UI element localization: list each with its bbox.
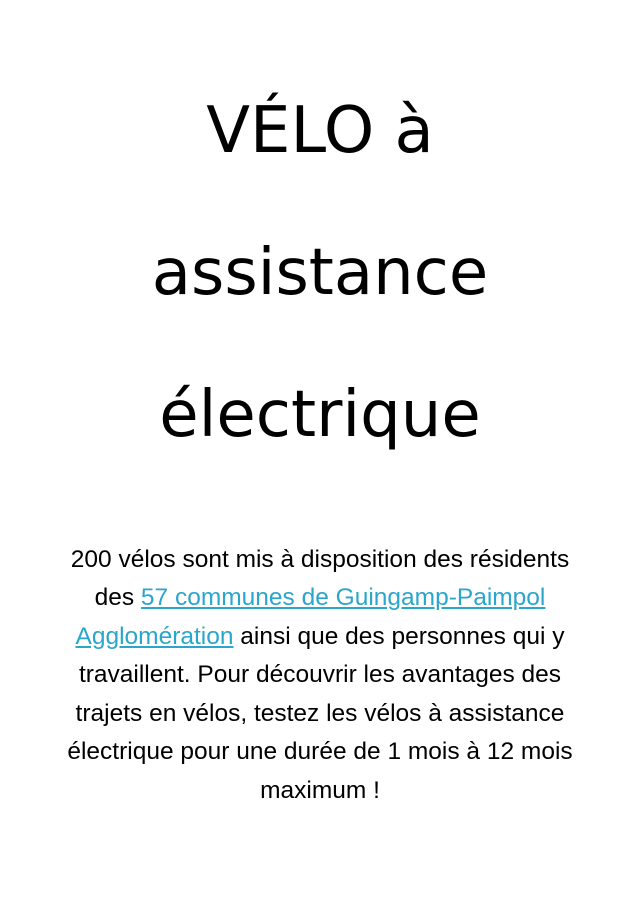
title-line-3: électrique bbox=[159, 378, 481, 452]
description-paragraph bbox=[60, 541, 580, 811]
title-line-1: VÉLO à bbox=[206, 94, 434, 168]
page-title bbox=[0, 60, 640, 486]
title-line-2: assistance bbox=[151, 236, 489, 310]
communes-link[interactable]: 57 communes de Guingamp-Paimpol Agglomération bbox=[75, 584, 546, 650]
description-text-end: ainsi que des personnes qui y travaillent. Pour découvrir les avantages des trajets en vélos, testez les vélos à assistance électrique pour une durée de 1 mois à 12 mois maximum ! bbox=[67, 622, 573, 805]
description-text-start: 200 vélos sont mis à disposition des résidents des bbox=[70, 545, 570, 612]
